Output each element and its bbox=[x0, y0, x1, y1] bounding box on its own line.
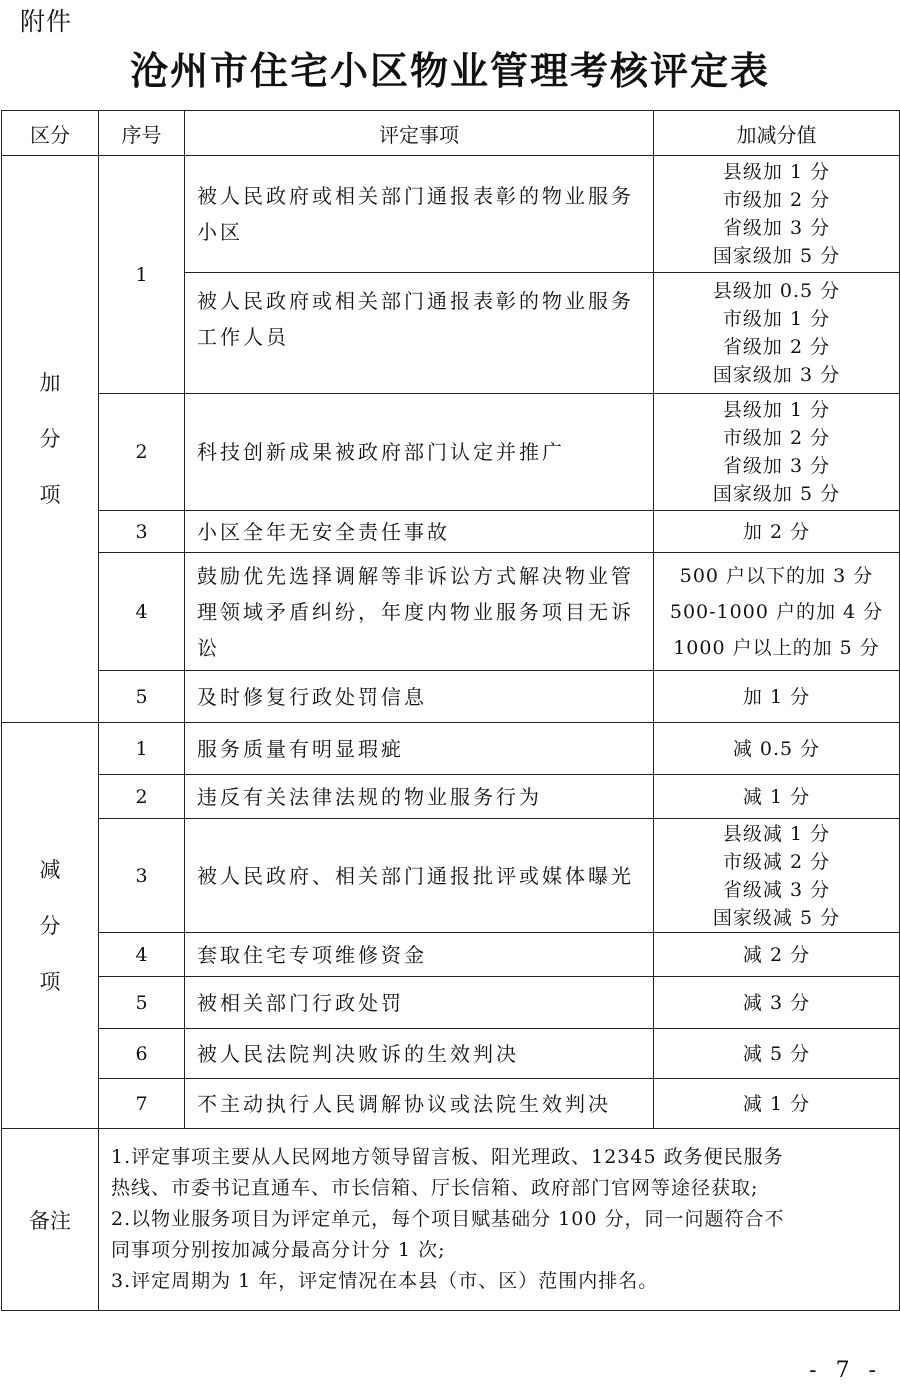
row-number: 6 bbox=[99, 1029, 185, 1079]
page-number: - 7 - bbox=[809, 1358, 882, 1383]
score-line: 县级加 1 分 bbox=[722, 161, 831, 183]
category-char: 分 bbox=[39, 427, 61, 451]
score-cell bbox=[654, 1029, 900, 1079]
score-line: 国家级减 5 分 bbox=[712, 906, 841, 929]
row-number: 5 bbox=[99, 977, 185, 1029]
column-header-item: 评定事项 bbox=[185, 111, 654, 156]
note-line: 热线、市委书记直通车、市长信箱、厅长信箱、政府部门官网等途径获取; bbox=[111, 1177, 759, 1199]
score-line: 县级减 1 分 bbox=[722, 822, 831, 845]
score-cell bbox=[654, 977, 900, 1029]
table-row bbox=[2, 511, 900, 553]
category-char: 项 bbox=[39, 969, 61, 994]
item-text: 小区全年无安全责任事故 bbox=[185, 511, 654, 553]
score-cell bbox=[654, 394, 900, 511]
item-text: 违反有关法律法规的物业服务行为 bbox=[185, 775, 654, 819]
score-line: 减 5 分 bbox=[742, 1042, 811, 1065]
table-row bbox=[2, 553, 900, 671]
item-text: 被人民政府或相关部门通报表彰的物业服务工作人员 bbox=[185, 273, 654, 394]
score-line: 县级加 0.5 分 bbox=[712, 280, 841, 302]
row-number: 4 bbox=[99, 553, 185, 671]
score-line: 国家级加 5 分 bbox=[712, 245, 841, 267]
score-line: 省级加 3 分 bbox=[722, 455, 831, 477]
row-number: 7 bbox=[99, 1079, 185, 1129]
table-row bbox=[2, 933, 900, 977]
column-header-score: 加减分值 bbox=[654, 111, 900, 156]
category-char: 分 bbox=[39, 913, 61, 938]
row-number: 3 bbox=[99, 511, 185, 553]
column-header-category: 区分 bbox=[2, 111, 99, 156]
category-char: 减 bbox=[39, 857, 61, 882]
note-line: 1.评定事项主要从人民网地方领导留言板、阳光理政、12345 政务便民服务 bbox=[111, 1146, 784, 1168]
row-number: 2 bbox=[99, 775, 185, 819]
score-line: 市级加 1 分 bbox=[722, 308, 831, 330]
notes-cell bbox=[99, 1129, 900, 1311]
item-text: 科技创新成果被政府部门认定并推广 bbox=[185, 394, 654, 511]
note-line: 同事项分别按加减分最高分计分 1 次; bbox=[111, 1239, 446, 1261]
item-text: 及时修复行政处罚信息 bbox=[185, 671, 654, 723]
score-line: 加 2 分 bbox=[742, 520, 811, 543]
score-cell bbox=[654, 1079, 900, 1129]
score-line: 减 2 分 bbox=[742, 943, 811, 966]
item-text: 被人民政府、相关部门通报批评或媒体曝光 bbox=[185, 819, 654, 933]
score-line: 县级加 1 分 bbox=[722, 399, 831, 421]
table-row bbox=[2, 819, 900, 933]
score-line: 减 1 分 bbox=[742, 1092, 811, 1115]
table-header-row bbox=[2, 111, 900, 156]
score-line: 省级减 3 分 bbox=[722, 878, 831, 901]
row-number: 4 bbox=[99, 933, 185, 977]
table-row bbox=[2, 671, 900, 723]
score-cell bbox=[654, 819, 900, 933]
score-line: 国家级加 3 分 bbox=[712, 364, 841, 386]
note-line: 2.以物业服务项目为评定单元，每个项目赋基础分 100 分，同一问题符合不 bbox=[111, 1208, 785, 1230]
row-number: 5 bbox=[99, 671, 185, 723]
score-line: 省级加 3 分 bbox=[722, 217, 831, 239]
note-line: 3.评定周期为 1 年，评定情况在本县（市、区）范围内排名。 bbox=[111, 1270, 659, 1292]
score-line: 市级加 2 分 bbox=[722, 427, 831, 449]
score-line: 500-1000 户的加 4 分 bbox=[669, 600, 884, 623]
table-row bbox=[2, 775, 900, 819]
score-cell bbox=[654, 511, 900, 553]
attachment-label: 附件 bbox=[20, 7, 73, 36]
score-line: 减 1 分 bbox=[742, 785, 811, 808]
score-cell bbox=[654, 156, 900, 273]
page-title: 沧州市住宅小区物业管理考核评定表 bbox=[129, 49, 770, 93]
category-cell-add bbox=[2, 156, 99, 723]
item-text: 被人民法院判决败诉的生效判决 bbox=[185, 1029, 654, 1079]
notes-row bbox=[2, 1129, 900, 1311]
score-line: 减 3 分 bbox=[742, 991, 811, 1014]
row-number: 1 bbox=[99, 723, 185, 775]
notes-label: 备注 bbox=[2, 1129, 99, 1311]
item-text: 鼓励优先选择调解等非诉讼方式解决物业管理领域矛盾纠纷，年度内物业服务项目无诉讼 bbox=[185, 553, 654, 671]
table-row bbox=[2, 1029, 900, 1079]
table-row bbox=[2, 394, 900, 511]
score-line: 500 户以下的加 3 分 bbox=[679, 564, 874, 587]
score-line: 省级加 2 分 bbox=[722, 336, 831, 358]
score-line: 国家级加 5 分 bbox=[712, 483, 841, 505]
row-number: 3 bbox=[99, 819, 185, 933]
item-text: 服务质量有明显瑕疵 bbox=[185, 723, 654, 775]
score-line: 1000 户以上的加 5 分 bbox=[673, 636, 880, 659]
category-cell-minus bbox=[2, 723, 99, 1129]
assessment-table bbox=[1, 110, 900, 1311]
score-line: 加 1 分 bbox=[742, 685, 811, 708]
column-header-number: 序号 bbox=[99, 111, 185, 156]
table-row bbox=[2, 1079, 900, 1129]
item-text: 套取住宅专项维修资金 bbox=[185, 933, 654, 977]
score-line: 减 0.5 分 bbox=[732, 737, 821, 760]
score-cell bbox=[654, 273, 900, 394]
score-cell bbox=[654, 933, 900, 977]
table-row bbox=[2, 977, 900, 1029]
score-cell bbox=[654, 553, 900, 671]
table-row bbox=[2, 723, 900, 775]
row-number: 2 bbox=[99, 394, 185, 511]
item-text: 不主动执行人民调解协议或法院生效判决 bbox=[185, 1079, 654, 1129]
category-char: 加 bbox=[39, 371, 61, 395]
score-line: 市级加 2 分 bbox=[722, 189, 831, 211]
score-cell bbox=[654, 723, 900, 775]
score-cell bbox=[654, 671, 900, 723]
table-row bbox=[2, 156, 900, 273]
score-cell bbox=[654, 775, 900, 819]
item-text: 被人民政府或相关部门通报表彰的物业服务小区 bbox=[185, 156, 654, 273]
category-char: 项 bbox=[39, 483, 61, 507]
item-text: 被相关部门行政处罚 bbox=[185, 977, 654, 1029]
score-line: 市级减 2 分 bbox=[722, 850, 831, 873]
row-number: 1 bbox=[99, 156, 185, 394]
